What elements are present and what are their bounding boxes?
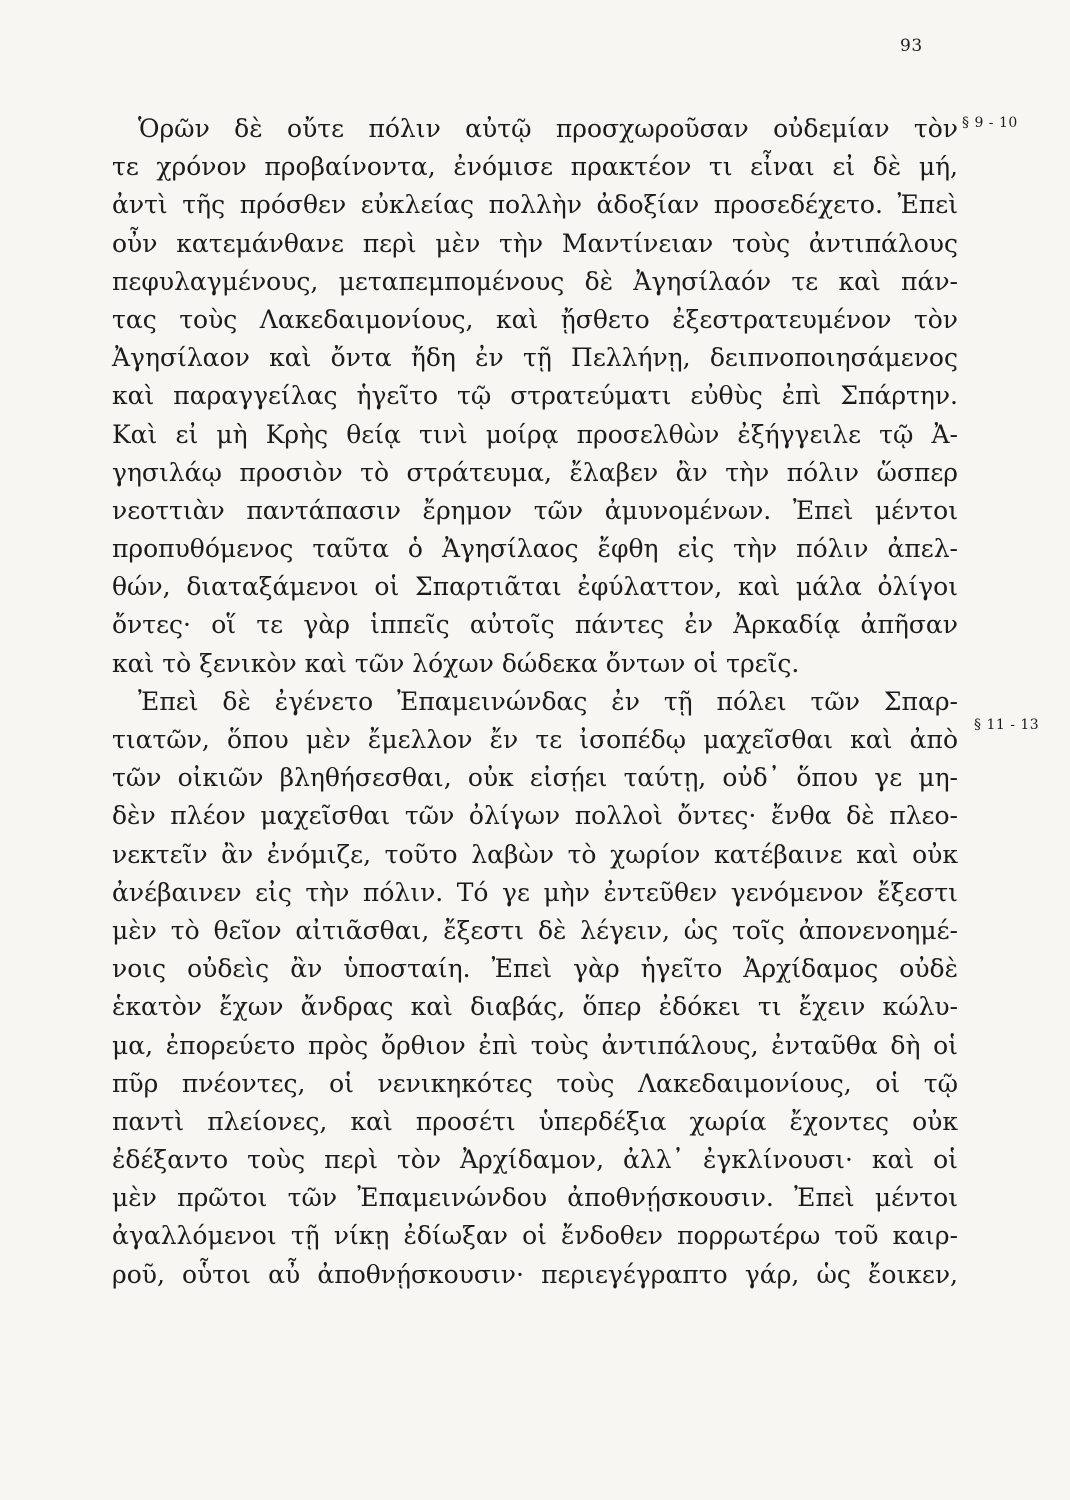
margin-note-section-11-13: § 11 - 13 — [974, 717, 1040, 733]
text-line: δὲν πλέον μαχεῖσθαι τῶν ὀλίγων πολλοὶ ὄντες· ἔνθα δὲ πλεο- — [112, 801, 958, 831]
text-line: πεφυλαγμένους, μεταπεμπομένους δὲ Ἀγησίλαόν τε καὶ πάν- — [112, 266, 958, 296]
text-line: Ἀγησίλαον καὶ ὄντα ἤδη ἐν τῇ Πελλήνῃ, δειπνοποιησάμενος — [112, 343, 958, 373]
text-line: προπυθόμενος ταῦτα ὁ Ἀγησίλαος ἔφθη εἰς τὴν πόλιν ἀπελ- — [112, 534, 958, 564]
text-line: νεκτεῖν ἂν ἐνόμιζε, τοῦτο λαβὼν τὸ χωρίον κατέβαινε καὶ οὐκ — [112, 839, 958, 869]
text-line: παντὶ πλείονες, καὶ προσέτι ὑπερδέξια χωρία ἔχοντες οὐκ — [112, 1106, 958, 1136]
text-line: ἀνέβαινεν εἰς τὴν πόλιν. Τό γε μὴν ἐντεῦθεν γενόμενον ἔξεστι — [112, 877, 958, 907]
text-line: ἑκατὸν ἔχων ἄνδρας καὶ διαβάς, ὅπερ ἐδόκει τι ἔχειν κώλυ- — [112, 992, 958, 1022]
text-line: μὲν πρῶτοι τῶν Ἐπαμεινώνδου ἀποθνῄσκουσιν. Ἐπεὶ μέντοι — [112, 1183, 958, 1213]
text-line: οὖν κατεμάνθανε περὶ μὲν τὴν Μαντίνειαν τοὺς ἀντιπάλους — [112, 228, 958, 258]
text-line: Καὶ εἰ μὴ Κρὴς θείᾳ τινὶ μοίρᾳ προσελθὼν ἐξήγγειλε τῷ Ἀ- — [112, 419, 958, 449]
text-line: μα, ἐπορεύετο πρὸς ὄρθιον ἐπὶ τοὺς ἀντιπάλους, ἐνταῦθα δὴ οἱ — [112, 1030, 958, 1060]
text-line: ἀντὶ τῆς πρόσθεν εὐκλείας πολλὴν ἀδοξίαν προσεδέχετο. Ἐπεὶ — [112, 190, 958, 220]
text-line: τας τοὺς Λακεδαιμονίους, καὶ ᾔσθετο ἐξεστρατευμένον τὸν — [112, 304, 958, 334]
text-line: θών, διαταξάμενοι οἱ Σπαρτιᾶται ἐφύλαττον, καὶ μάλα ὀλίγοι — [112, 572, 958, 602]
text-line: Ὁρῶν δὲ οὔτε πόλιν αὐτῷ προσχωροῦσαν οὐδεμίαν τὸν — [138, 114, 958, 143]
text-line: γησιλάῳ προσιὸν τὸ στράτευμα, ἔλαβεν ἂν τὴν πόλιν ὥσπερ — [112, 457, 958, 487]
text-line: τῶν οἰκιῶν βληθήσεσθαι, οὐκ εἰσῄει ταύτῃ, οὐδ᾽ ὅπου γε μη- — [112, 763, 958, 793]
page-number: 93 — [900, 36, 923, 56]
greek-text-body — [112, 110, 958, 1294]
text-line: καὶ τὸ ξενικὸν καὶ τῶν λόχων δώδεκα ὄντων οἱ τρεῖς. — [112, 648, 800, 678]
text-line: πῦρ πνέοντες, οἱ νενικηκότες τοὺς Λακεδαιμονίους, οἱ τῷ — [112, 1068, 958, 1098]
text-line: τε χρόνον προβαίνοντα, ἐνόμισε πρακτέον τι εἶναι εἰ δὲ μή, — [112, 152, 958, 182]
text-line: νοις οὐδεὶς ἂν ὑποσταίη. Ἐπεὶ γὰρ ἡγεῖτο Ἀρχίδαμος οὐδὲ — [112, 954, 958, 984]
text-line: νεοττιὰν παντάπασιν ἔρημον τῶν ἀμυνομένων. Ἐπεὶ μέντοι — [112, 495, 958, 525]
text-line: Ἐπεὶ δὲ ἐγένετο Ἐπαμεινώνδας ἐν τῇ πόλει τῶν Σπαρ- — [138, 686, 958, 716]
text-line: καὶ παραγγείλας ἡγεῖτο τῷ στρατεύματι εὐθὺς ἐπὶ Σπάρτην. — [112, 381, 958, 411]
text-line: μὲν τὸ θεῖον αἰτιᾶσθαι, ἔξεστι δὲ λέγειν, ὡς τοῖς ἀπονενοημέ- — [112, 915, 958, 945]
margin-note-section-9-10: § 9 - 10 — [962, 115, 1018, 131]
text-line: ἐδέξαντο τοὺς περὶ τὸν Ἀρχίδαμον, ἀλλ᾽ ἐγκλίνουσι· καὶ οἱ — [112, 1145, 958, 1175]
text-line: ἀγαλλόμενοι τῇ νίκῃ ἐδίωξαν οἱ ἔνδοθεν πορρωτέρω τοῦ καιρ- — [112, 1221, 958, 1251]
text-line: τιατῶν, ὅπου μὲν ἔμελλον ἔν τε ἰσοπέδῳ μαχεῖσθαι καὶ ἀπὸ — [112, 725, 958, 754]
text-line: ὄντες· οἵ τε γὰρ ἱππεῖς αὐτοῖς πάντες ἐν Ἀρκαδίᾳ ἀπῆσαν — [112, 610, 958, 640]
text-line: ροῦ, οὗτοι αὖ ἀποθνῄσκουσιν· περιεγέγραπτο γάρ, ὡς ἔοικεν, — [112, 1259, 958, 1289]
